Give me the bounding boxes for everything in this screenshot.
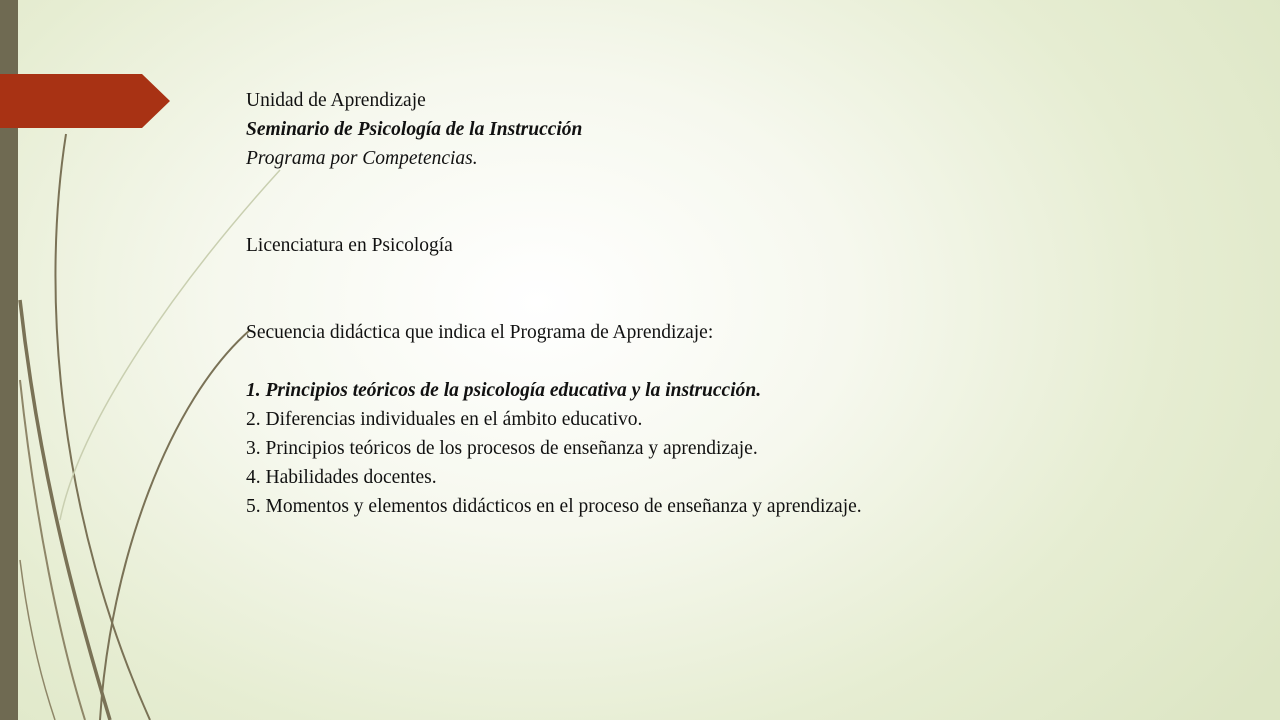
course-title: Seminario de Psicología de la Instrucción [246, 119, 583, 140]
sequence-item-3: 3. Principios teóricos de los procesos de enseñanza y aprendizaje. [246, 438, 758, 459]
sequence-item-2: 2. Diferencias individuales en el ámbito educativo. [246, 409, 643, 430]
slide-content [246, 86, 946, 521]
degree-name: Licenciatura en Psicología [246, 235, 453, 256]
sequence-item-5: 5. Momentos y elementos didácticos en el proceso de enseñanza y aprendizaje. [246, 496, 862, 517]
sequence-intro: Secuencia didáctica que indica el Programa de Aprendizaje: [246, 322, 714, 343]
program-type: Programa por Competencias. [246, 148, 478, 169]
sequence-item-4: 4. Habilidades docentes. [246, 467, 437, 488]
unit-label: Unidad de Aprendizaje [246, 90, 426, 111]
accent-arrow-shape [0, 74, 170, 128]
sequence-item-1: 1. Principios teóricos de la psicología educativa y la instrucción. [246, 380, 762, 401]
